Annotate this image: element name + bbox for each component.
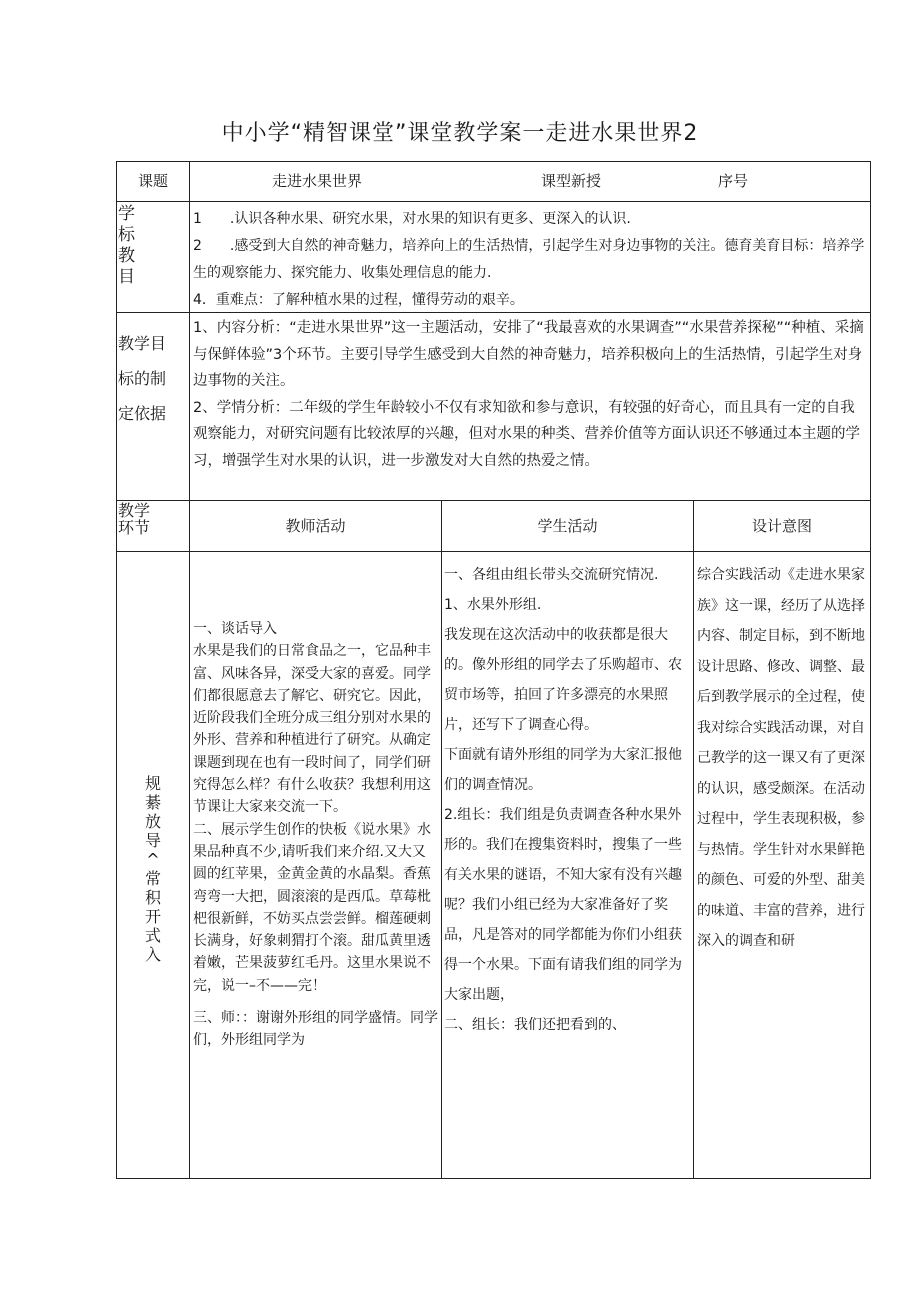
stage-name-char: 式 — [144, 926, 161, 945]
stage-name-char: 入 — [144, 945, 161, 964]
stage-name — [117, 774, 189, 964]
row-line — [116, 201, 871, 202]
stage-label-line: 教学 — [118, 502, 151, 520]
goal-item: 1 .认识各种水果、研究水果，对水果的知识有更多、更深入的认识. — [193, 211, 631, 227]
basis-label-line: 标的制 — [118, 369, 167, 388]
sequence-label: 序号 — [718, 172, 749, 190]
stage-label-line: 环节 — [118, 518, 151, 536]
basis-label — [118, 326, 188, 431]
goal-item: 4．重难点：了解种植水果的过程，懂得劳动的艰辛。 — [193, 292, 524, 308]
design-intent-header: 设计意图 — [751, 517, 812, 535]
student-step: 2.组长：我们组是负责调查各种水果外形的。我们在搜集资料时，搜集了一些有关水果的谜语，不知大家有没有兴趣呢？我们小组已经为大家准备好了奖品，凡是答对的同学都能为你们小组获得一个水果。下面有请我们组的同学为大家出题， — [444, 807, 682, 1003]
basis-label-line: 教学目 — [118, 334, 167, 353]
stage-name-char: ^ — [146, 850, 160, 869]
teacher-activity-header: 教师活动 — [285, 517, 346, 535]
stage-name-char: 规 — [144, 774, 161, 793]
goals-label-char: 学 — [118, 204, 135, 224]
teacher-step: 一、谈话导入 — [193, 621, 277, 637]
row-line — [116, 551, 871, 552]
goal-item: 2 .感受到大自然的神奇魅力，培养向上的生活热情，引起学生对身边事物的关注。德育美育目标：培养学生的观察能力、探究能力、收集处理信息的能力. — [193, 238, 865, 281]
col-line — [116, 161, 117, 1179]
col-line — [189, 161, 190, 1179]
goals-label-char: 目 — [118, 267, 135, 287]
row-line — [116, 161, 871, 162]
stage-name-char: 积 — [144, 888, 161, 907]
row-line — [116, 500, 871, 501]
content-analysis: 1、内容分析：“走进水果世界”这一主题活动，安排了“我最喜欢的水果调查”“水果营养探秘”“种植、采摘与保鲜体验”3个环节。主要引导学生感受到大自然的神奇魅力，培养积极向上的生活热情，引起学生对身边事物的关注。 — [193, 320, 864, 389]
stage-name-char: 导 — [144, 831, 161, 850]
basis-label-line: 定依据 — [118, 404, 167, 423]
student-step: 我发现在这次活动中的收获都是很大的。像外形组的同学去了乐购超市、农贸市场等，拍回了许多漂亮的水果照片，还写下了调查心得。 — [444, 627, 682, 733]
stage-name-char: 綦 — [144, 793, 161, 812]
student-step: 下面就有请外形组的同学为大家汇报他们的调查情况。 — [444, 747, 682, 793]
student-step: 1、水果外形组. — [444, 597, 542, 613]
stage-name-char: 常 — [144, 869, 161, 888]
goals-label — [118, 204, 142, 288]
basis-content — [193, 315, 866, 500]
lesson-type: 课型新授 — [541, 172, 602, 190]
stage-label — [118, 502, 188, 536]
student-step: 一、各组由组长带头交流研究情况. — [444, 567, 659, 583]
col-line — [870, 161, 871, 1179]
design-intent: 综合实践活动《走进水果家族》这一课，经历了从选择内容、制定目标，到不断地设计思路、修改、调整、最后到教学展示的全过程，使我对综合实践活动课，对自己教学的这一课又有了更深的认识，感受颇深。在活动过程中，学生表现积极，参与热情。学生针对水果鲜艳的颜色、可爱的外型、甜美的味道、丰富的营养，进行深入的调查和研 — [697, 567, 865, 949]
row-line — [116, 312, 871, 313]
goals-label-char: 教 — [118, 246, 135, 266]
student-step: 二、组长：我们还把看到的、 — [444, 1017, 626, 1033]
course-name: 走进水果世界 — [272, 172, 363, 190]
goals-content — [193, 206, 866, 312]
teacher-step: 水果是我们的日常食品之一，它品种丰富、风味各异，深受大家的喜爱。同学们都很愿意去了解它、研究它。因此，近阶段我们全班分成三组分别对水果的外形、营养和种植进行了研究。从确定课题到现在也有一段时间了，同学们研究得怎么样？有什么收获？我想利用这节课让大家来交流一下。 — [193, 643, 431, 816]
col-line — [693, 500, 694, 1179]
student-activity — [444, 560, 690, 1172]
goals-label-char: 标 — [118, 225, 135, 245]
teacher-activity — [193, 618, 438, 1174]
page-title: 中小学“精智课堂”课堂教学案一走进水果世界2 — [221, 121, 699, 146]
teacher-step: 二、展示学生创作的快板《说水果》水果品种真不少,请听我们来介绍.又大又圆的红苹果，金黄金黄的水晶梨。香蕉弯弯一大把，圆滚滚的是西瓜。草莓枇杷很新鲜，不妨买点尝尝鲜。榴莲硬刺长满身，好象刺猬打个滚。甜瓜黄里透着嫩，芒果菠萝红毛丹。这里水果说不完，说一–不——完！ — [193, 821, 431, 994]
student-activity-header: 学生活动 — [537, 517, 598, 535]
course-label: 课题 — [137, 172, 168, 190]
stage-name-char: 开 — [144, 907, 161, 926]
teacher-step: 三、师：：谢谢外形组的同学盛情。同学们，外形组同学为 — [193, 1010, 438, 1049]
stage-name-char: 放 — [144, 812, 161, 831]
row-line — [116, 1178, 871, 1179]
col-line — [441, 500, 442, 1179]
learner-analysis: 2、学情分析：二年级的学生年龄较小不仅有求知欲和参与意识，有较强的好奇心，而且具有一定的自我观察能力，对研究问题有比较浓厚的兴趣，但对水果的种类、营养价值等方面认识还不够通过本主题的学习，增强学生对水果的认识，进一步激发对大自然的热爱之情。 — [193, 399, 860, 469]
